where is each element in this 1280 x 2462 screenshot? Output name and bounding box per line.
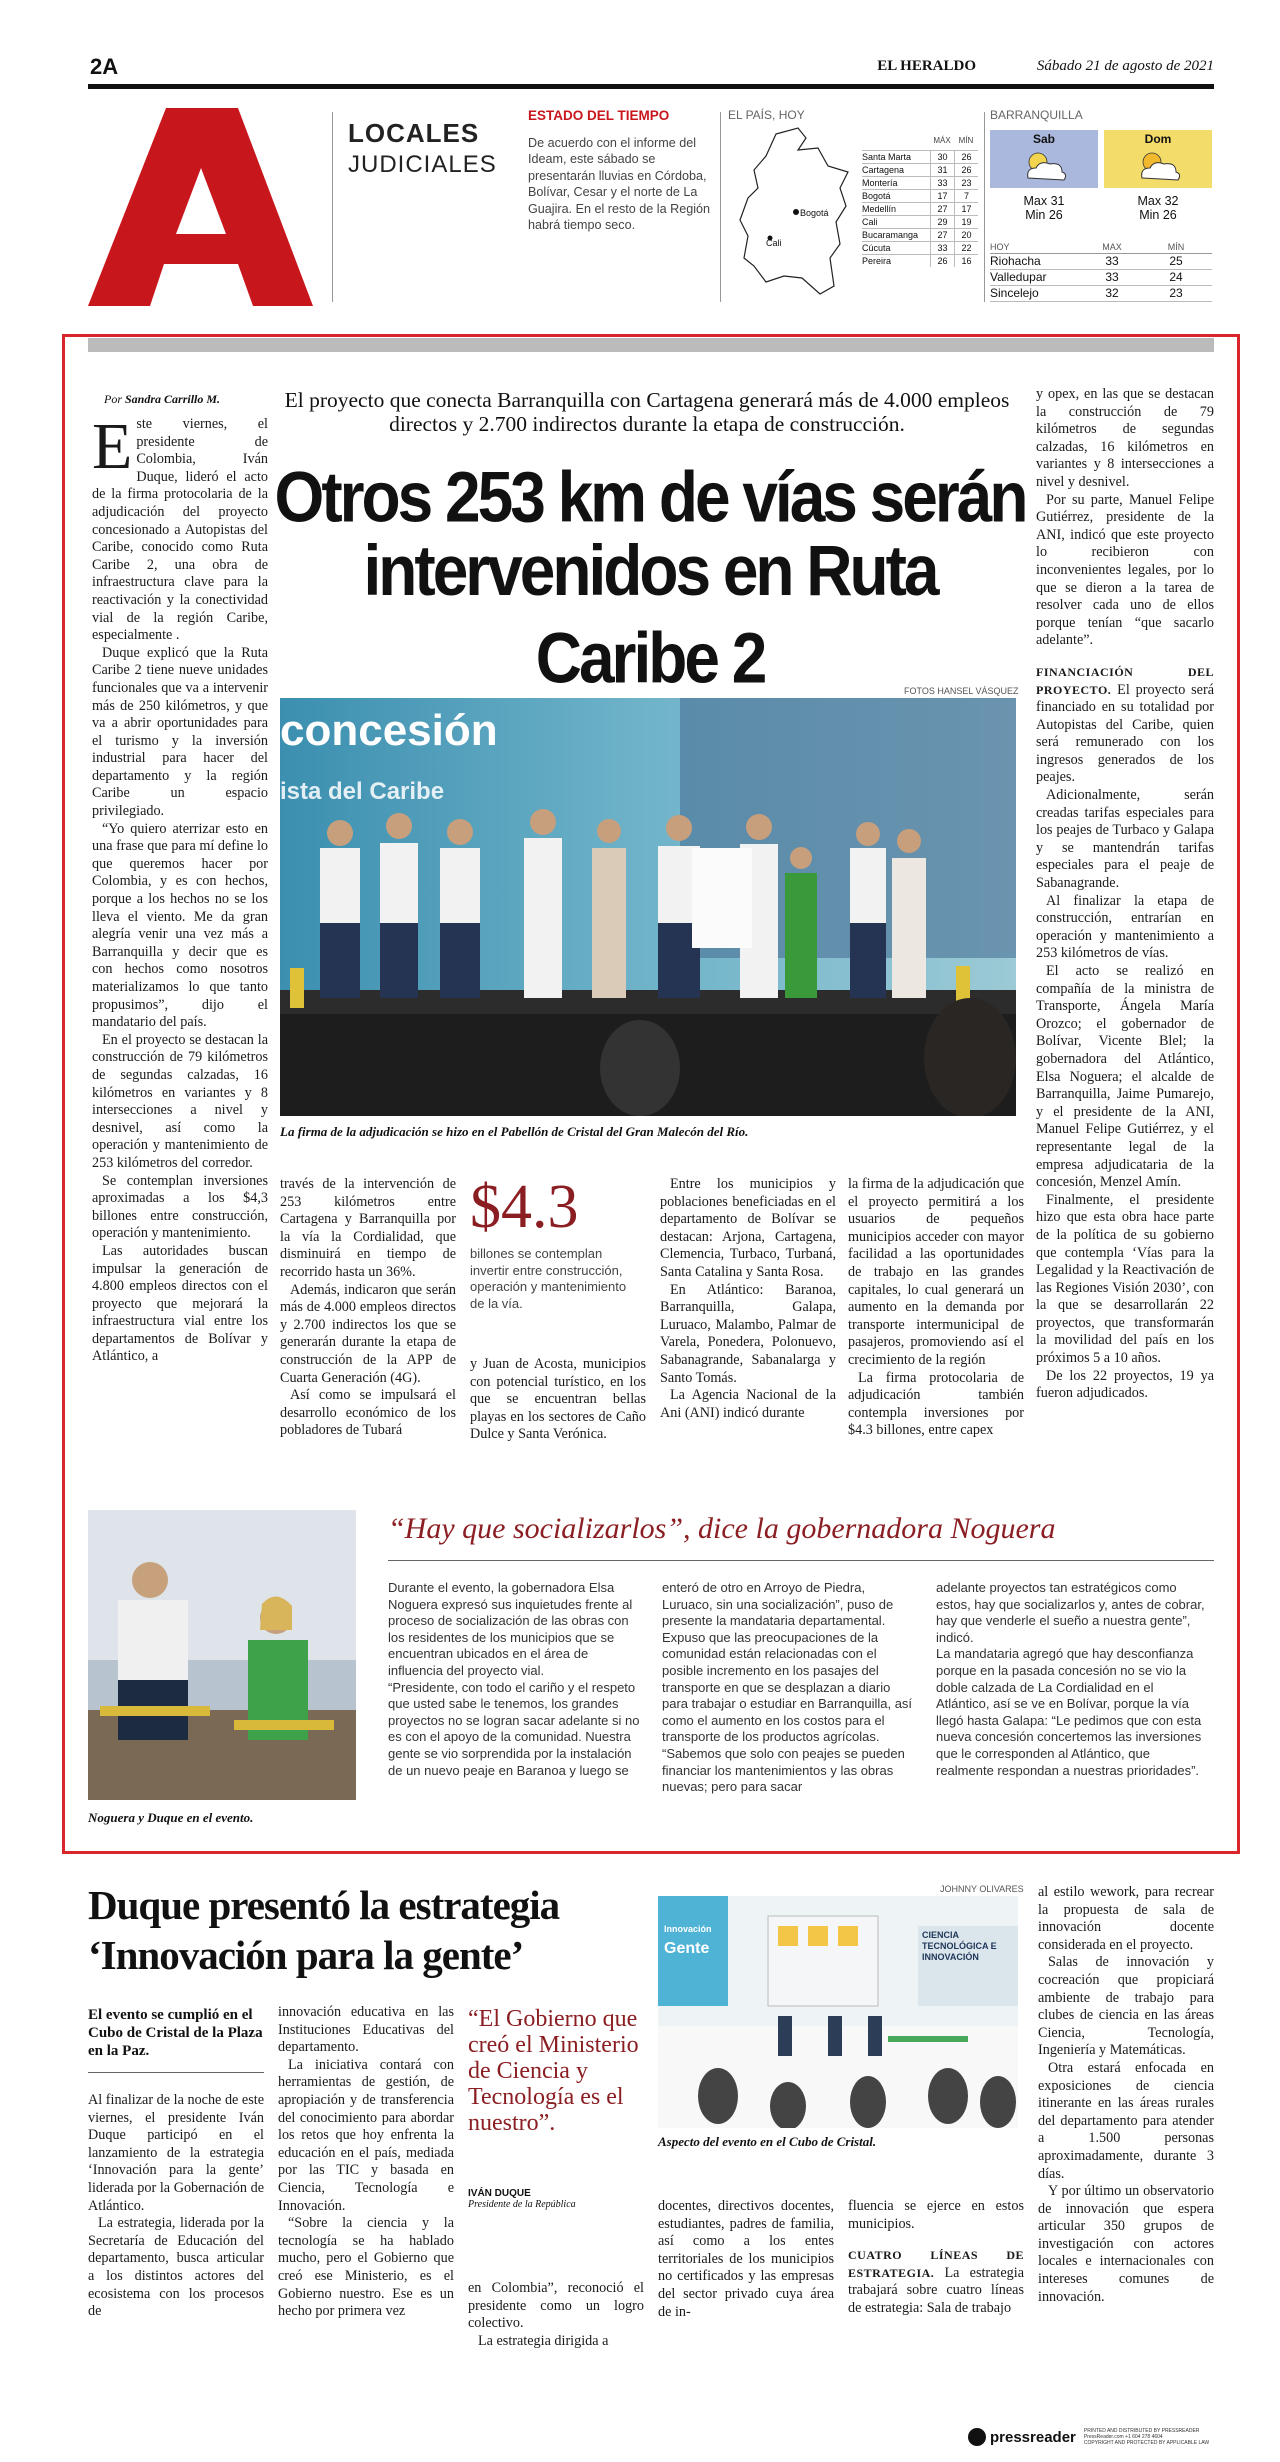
article-headline	[270, 456, 1030, 698]
weather-divider	[720, 112, 721, 302]
today-min: 24	[1169, 270, 1183, 284]
article2-headline	[88, 1880, 648, 1980]
city-max: 31	[930, 164, 954, 176]
weather-block	[528, 108, 713, 233]
today-min: 23	[1169, 286, 1183, 300]
article1-col5-p1: la firma de la adjudicación que el proyecto permitirá a los usuarios de pequeños municipios acceder con mayor facilidad a las oportunidades de trabajo en las grandes capitales, lo cual generará un aumento en la demanda por transporte intermunicipal de pasajeros, promoviendo así el crecimiento de la región	[848, 1176, 1024, 1368]
sun-cloud-icon	[1020, 148, 1070, 184]
forecast-day-dom	[1104, 130, 1212, 188]
city-name: Pereira	[862, 256, 892, 266]
city-max: 26	[930, 255, 954, 267]
today-max: 32	[1105, 286, 1119, 300]
photo-text-ciencia: CIENCIA TECNOLÓGICA E INNOVACIÓN	[922, 1930, 997, 1962]
stat-value: $4.3	[470, 1173, 579, 1241]
pull-quote: “El Gobierno que creó el Ministerio de Ciencia y Tecnología es el nuestro”.	[468, 2006, 639, 2136]
byline-prefix: Por	[104, 392, 122, 406]
article2-photo-credit: JOHNNY OLIVARES	[940, 1884, 1024, 1894]
article1-col6-p5: El acto se realizó en compañía de la ministra de Transporte, Ángela María Orozco; el gobernador de Bolívar, Vicente Blel; la gobernadora del Atlántico, Elsa Noguera; el alcalde de Barranquilla, Jaime Pumarejo, y el presidente de la ANI, Manuel Felipe Gutiérrez, y el representante legal de la empresa adjudicataria de la concesión, Menzel Amín.	[1036, 963, 1214, 1191]
city-name: Medellín	[862, 204, 897, 214]
sidebar-photo	[88, 1510, 356, 1800]
article1-col1-p2: Duque explicó que la Ruta Caribe 2 tiene nueve unidades funcionales que va a intervenir más de 250 kilómetros, y que va a abrir oportunidades para el turismo y la inversión industrial para hacer del departamento y la región Caribe un espacio privilegiado.	[92, 644, 268, 820]
city-min: 7	[954, 190, 978, 202]
today-city: Sincelejo	[990, 286, 1039, 300]
article2-col2-p1: innovación educativa en las Instituciones Educativas del departamento.	[278, 2004, 454, 2056]
headline-line1: Otros 253 km de vías serán	[274, 456, 1026, 538]
article1-col6-p1: y opex, en las que se destacan la construcción de 79 kilómetros de segundas calzadas, 16 kilómetros en variantes y 8 intersecciones a nivel y desnivel.	[1036, 386, 1214, 490]
article1-col4-p3: La Agencia Nacional de la Ani (ANI) indicó durante	[660, 1387, 836, 1421]
city-max: 33	[930, 177, 954, 189]
article2-col5-p1: fluencia se ejerce en estos municipios.	[848, 2198, 1024, 2232]
article2-col6-p2: Salas de innovación y cocreación que propiciará ambiente de trabajo para clubes de ciencia en las áreas Ciencia, Tecnología, Ingeniería y Matemáticas.	[1038, 1954, 1214, 2059]
forecast-sab-min: Min 26	[1025, 208, 1063, 222]
article1-col4-p1: Entre los municipios y poblaciones beneficiadas en el departamento de Bolívar se destacan: Arjona, Cartagena, Clemencia, Turbaco, Turbaná, Santa Catalina y Santa Rosa.	[660, 1176, 836, 1280]
article1-col1-p1: ste viernes, el presidente de Colombia, Iván Duque, lideró el acto de la firma protocolaria de la adjudicación del proyecto concesionado a Autopistas del Caribe, conocido como Ruta Caribe 2, una obra de infraestructura clave para la reactivación y la conectividad vial de la región Caribe, especialmente .	[92, 416, 268, 644]
today-max-label: MAX	[1102, 242, 1122, 252]
today-min: 25	[1169, 254, 1183, 268]
city-name: Bucaramanga	[862, 230, 919, 240]
city-row	[862, 241, 978, 254]
city-name: Santa Marta	[862, 152, 912, 162]
article2-col1-p2: La estrategia, liderada por la Secretaría de Educación del departamento, busca articular a los distintos actores del ecosistema con los procesos de	[88, 2215, 264, 2320]
barranquilla-divider	[984, 112, 985, 302]
sidebar-headline: “Hay que socializarlos”, dice la gobernadora Noguera	[388, 1512, 1056, 1545]
photo-screen-text2: ista del Caribe	[280, 778, 445, 805]
main-photo	[280, 698, 1016, 1116]
city-row	[862, 176, 978, 189]
article1-col3	[470, 1356, 646, 1444]
city-name: Montería	[862, 178, 898, 188]
city-min: 17	[954, 203, 978, 215]
article2-col5-p2: La estrategia trabajará sobre cuatro líneas de estrategia: Sala de trabajo	[848, 2264, 1024, 2316]
article1-subhead: FINANCIACIÓN DEL PROYECTO.	[1036, 664, 1214, 697]
page-header	[88, 52, 1214, 80]
forecast-day-dom-name: Dom	[1144, 132, 1172, 146]
city-row	[862, 163, 978, 176]
article1-col1-p5: Se contemplan inversiones aproximadas a los $4,3 billones entre construcción, operación y mantenimiento.	[92, 1172, 268, 1242]
article2-col1	[88, 2092, 264, 2321]
article1-col1-p6: Las autoridades buscan impulsar la generación de 4.800 empleos directos con el proyecto que mejorará la infraestructura vial entre los departamentos de Bolívar y Atlántico, a	[92, 1242, 268, 1365]
sun-cloud-icon	[1134, 148, 1184, 184]
forecast-sab-max: Max 31	[1023, 194, 1065, 208]
article1-col1-p4: En el proyecto se destacan la construcción de 79 kilómetros de segundas calzadas, 16 kilómetros en variantes y 8 intersecciones a nivel y desnivel, así como la operación y mantenimiento de 253 kilómetros del corredor.	[92, 1031, 268, 1171]
stat-box	[470, 1174, 644, 1312]
city-rows	[862, 150, 978, 267]
section-title-line1: LOCALES	[348, 118, 480, 148]
article2-col6	[1038, 1884, 1214, 2306]
city-row	[862, 215, 978, 228]
sidebar-col3: adelante proyectos tan estratégicos como estos, hay que socializarlos y, antes de cobrar, hay que venderle el sueño a nuestra gente”, indicó. La mandataria agregó que hay desconfianza porque en la pasada concesión no se vio la doble calzada de La Cordialidad en el Atlántico, así se ve en Bolívar, porque la vía llegó hasta Galapa: “Le pedimos que con esta nueva concesión concertemos las inversiones que le corresponden al Atlántico, que realmente respondan a nuestras prioridades”.	[936, 1580, 1205, 1778]
main-photo-caption: La firma de la adjudicación se hizo en el Pabellón de Cristal del Gran Malecón del Río.	[280, 1124, 749, 1139]
forecast-sab-temps	[990, 194, 1098, 222]
sidebar-rule	[388, 1560, 1214, 1561]
photo-credit: FOTOS HANSEL VÁSQUEZ	[904, 686, 1019, 696]
city-min: 19	[954, 216, 978, 228]
article2-col5	[848, 2198, 1024, 2318]
article2-col4	[658, 2198, 834, 2321]
city-max: 27	[930, 203, 954, 215]
city-row	[862, 150, 978, 163]
city-max: 27	[930, 229, 954, 241]
weather-text: De acuerdo con el informe del Ideam, este sábado se presentarán lluvias en Córdoba, Bolívar, Cesar y el norte de La Guajira. En el resto de la Región habrá tiempo seco.	[528, 136, 711, 233]
map-label-bogota: Bogotá	[800, 208, 829, 218]
article2-col6-p3: Otra estará enfocada en exposiciones de ciencia itinerante en las áreas rurales del departamento para atender a 1.500 personas aproximadamente, durante 3 días.	[1038, 2059, 1214, 2182]
city-col-min: MÍN	[958, 136, 974, 145]
governor-photo-icon	[88, 1510, 356, 1800]
section-a-logo-icon	[88, 108, 313, 306]
city-row	[862, 202, 978, 215]
city-col-max: MÁX	[933, 136, 951, 145]
article2-col2	[278, 2004, 454, 2321]
city-max: 33	[930, 242, 954, 254]
pressreader-footer	[968, 2424, 1218, 2450]
article2-col3-p2: La estrategia dirigida a	[478, 2332, 609, 2349]
today-rows	[990, 254, 1212, 302]
headline-line2: intervenidos en Ruta Caribe 2	[363, 530, 937, 698]
today-table	[990, 242, 1212, 302]
article1-col6-p4: Al finalizar la etapa de construcción, entrarían en operación y mantenimiento a 253 kilómetros de vías.	[1036, 892, 1214, 962]
today-row	[990, 286, 1212, 302]
pressreader-small1: PRINTED AND DISTRIBUTED BY PRESSREADER	[1083, 2428, 1200, 2434]
article1-col6-p3: Adicionalmente, serán creadas tarifas especiales para los peajes de Turbaco y Galapa y se mantendrán tarifas especiales para el peaje de Sabanagrande.	[1036, 787, 1214, 892]
article1-col2	[280, 1176, 456, 1440]
pressreader-small2: PressReader.com +1 604 278 4604	[1083, 2434, 1163, 2440]
weather-heading: ESTADO DEL TIEMPO	[528, 108, 670, 123]
section-logo	[88, 108, 313, 306]
photo-text-gente: Gente	[664, 1940, 710, 1957]
article2-deck: El evento se cumplió en el Cubo de Cristal de la Plaza en la Paz.	[88, 2007, 263, 2059]
forecast-day-sab	[990, 130, 1098, 188]
today-row	[990, 270, 1212, 286]
quote-role: Presidente de la República	[468, 2199, 576, 2210]
city-name: Cartagena	[862, 165, 905, 175]
barranquilla-heading: BARRANQUILLA	[990, 108, 1083, 122]
today-row	[990, 254, 1212, 270]
article1-col1-p3: “Yo quiero aterrizar esto en una frase que para mí define lo que queremos hacer por Colombia, y es con hechos, porque a los hechos no se los lleva el viento. Me da gran alegría venir una vez más a Barranquilla y decir que es con hechos como nosotros materializamos lo que tanto propusimos”, dijo el mandatario del país.	[92, 820, 268, 1031]
city-row	[862, 254, 978, 267]
colombia-map-icon	[736, 126, 856, 296]
article1-col6-p2: Por su parte, Manuel Felipe Gutiérrez, presidente de la ANI, indicó que este proyecto lo recibieron con inconvenientes legales, por lo que se dieron a la tarea de resolver cada uno de ellos porque tenían “que sacarlo adelante”.	[1036, 491, 1214, 649]
article2-col4-p1: docentes, directivos docentes, estudiantes, padres de familia, así como a los entes territoriales de los municipios no certificados y las empresas del sector privado cuya área de in-	[658, 2198, 834, 2320]
city-name: Cúcuta	[862, 243, 891, 253]
ceremony-photo-icon	[280, 698, 1016, 1116]
sidebar-caption: Noguera y Duque en el evento.	[88, 1810, 254, 1825]
pressreader-logo-icon	[968, 2428, 986, 2446]
article-kicker: El proyecto que conecta Barranquilla con Cartagena generará más de 4.000 empleos directos y 2.700 indirectos durante la etapa de construcción.	[284, 388, 1010, 436]
article1-col5	[848, 1176, 1024, 1440]
article2-col2-p2: La iniciativa contará con herramientas de gestión, de apropiación y de transferencia del conocimiento para abordar los retos que hoy enfrenta la educación en el país, mediada por las TIC y basada en Ciencia, Tecnología e Innovación.	[278, 2056, 454, 2214]
pull-quote-author	[468, 2188, 642, 2210]
country-heading: EL PAÍS, HOY	[728, 108, 805, 122]
today-max: 33	[1105, 254, 1119, 268]
forecast-dom-min: Min 26	[1139, 208, 1177, 222]
city-min: 26	[954, 151, 978, 163]
article2-col6-p1: al estilo wework, para recrear la propuesta de sala de innovación docente considerada en el proyecto.	[1038, 1884, 1214, 1953]
section-title-line2: JUDICIALES	[348, 151, 497, 178]
quote-author: IVÁN DUQUE	[468, 2188, 531, 2199]
page-number: 2A	[90, 54, 119, 79]
sidebar-col2: enteró de otro en Arroyo de Piedra, Luruaco, sin una socialización”, puso de presente la mandataria departamental. Expuso que las preocupaciones de la comunidad están relacionadas con el posible incremento en los pasajes del transporte en que se desplazan a diario para trabajar o estudiar en Barranquilla, así como el aumento en los costos para el transporte de los productos agrícolas. “Sabemos que solo con peajes se pueden financiar los mantenimientos y las obras nuevas; pero para sacar	[662, 1580, 913, 1795]
sidebar-col1: Durante el evento, la gobernadora Elsa Noguera expresó sus inquietudes frente al proceso de socialización de las obras con los residentes de los municipios que se encuentran ubicados en el área de influencia del proyecto vial. “Presidente, con todo el cariño y el respeto que usted sabe le tenemos, los grandes proyectos no se logran sacar adelante si no es con el apoyo de la comunidad. Nuestra gente se vio sorprendida por la instalación de un nuevo peaje en Baranoa y luego se	[388, 1580, 640, 1778]
forecast-dom-max: Max 32	[1137, 194, 1179, 208]
byline	[104, 392, 220, 407]
article1-col4-p2: En Atlántico: Baranoa, Barranquilla, Galapa, Luruaco, Malambo, Palmar de Varela, Ponedera, Polonuevo, Sabanagrande, Sabanalarga y Santo Tomás.	[660, 1281, 836, 1386]
header-rule	[88, 84, 1214, 89]
article1-col6	[1036, 386, 1214, 1403]
city-name: Bogotá	[862, 191, 891, 201]
forecast-day-sab-name: Sab	[1032, 132, 1055, 146]
article1-col2-p2: Además, indicaron que serán más de 4.000 empleos directos y 2.700 indirectos los que se generarán durante la etapa de construcción de la APP de Cuarta Generación (4G).	[280, 1281, 456, 1386]
article2-deck-rule	[88, 2072, 264, 2073]
city-min: 20	[954, 229, 978, 241]
photo-text-innovacion: Innovación	[664, 1924, 712, 1934]
pressreader-small3: COPYRIGHT AND PROTECTED BY APPLICABLE LAW	[1083, 2440, 1210, 2446]
article2-col6-p4: Y por último un observatorio de innovación que espera articular 350 grupos de investigación con actores locales e internacionales con intereses comunes de innovación.	[1038, 2183, 1214, 2305]
article1-col6-p6: Finalmente, el presidente hizo que esta obra hace parte de la política de su gobierno que contempla ‘Vías para la Legalidad y la Reactivación de las Regiones Visión 2030’, con la que se desarrollarán 22 proyectos, que transformarán la movilidad del país en los próximos 5 a 10 años.	[1036, 1191, 1214, 1367]
article1-col6-lead: El proyecto será financiado en su totalidad por Autopistas del Caribe, quien será remunerado con los ingresos generados de los peajes.	[1036, 681, 1214, 786]
article1-col3-p1: y Juan de Acosta, municipios con potencial turístico, en los que se encuentran bellas playas en los sectores de Caño Dulce y Santa Verónica.	[470, 1356, 646, 1443]
section-title	[348, 118, 518, 179]
article2-photo	[658, 1896, 1018, 2128]
article2-headline-line2: ‘Innovación para la gente’	[88, 1932, 524, 1978]
article2-col3-p1: en Colombia”, reconoció el presidente como un logro colectivo.	[468, 2280, 644, 2332]
section-divider	[332, 112, 333, 302]
article2-subhead: CUATRO LÍNEAS DE ESTRATEGIA.	[848, 2248, 1024, 2280]
city-row	[862, 228, 978, 241]
city-max: 30	[930, 151, 954, 163]
header-date: Sábado 21 de agosto de 2021	[1036, 58, 1214, 74]
pressreader-brand: pressreader	[990, 2428, 1076, 2446]
article2-photo-caption: Aspecto del evento en el Cubo de Cristal.	[658, 2134, 877, 2149]
city-max: 17	[930, 190, 954, 202]
map-label-cali: Cali	[766, 238, 782, 248]
article1-col2-p3: Así como se impulsará el desarrollo económico de los pobladores de Tubará	[280, 1387, 456, 1439]
city-min: 23	[954, 177, 978, 189]
article2-col3	[468, 2280, 644, 2350]
newspaper-name: EL HERALDO	[877, 58, 976, 74]
country-weather	[728, 108, 978, 302]
city-min: 22	[954, 242, 978, 254]
city-min: 16	[954, 255, 978, 267]
article1-col6-p7: De los 22 proyectos, 19 ya fueron adjudicados.	[1036, 1367, 1214, 1402]
article1-col4	[660, 1176, 836, 1422]
city-table	[862, 136, 978, 267]
photo-screen-text1: concesión	[280, 706, 498, 755]
article2-headline-line1: Duque presentó la estrategia	[88, 1882, 560, 1928]
forecast-dom-temps	[1104, 194, 1212, 222]
article2-col1-p1: Al finalizar de la noche de este viernes, el presidente Iván Duque participó en el lanzamiento de la estrategia ‘Innovación para la gente’ liderada por la Gobernación de Atlántico.	[88, 2092, 264, 2214]
city-row	[862, 189, 978, 202]
article2-col2-p3: “Sobre la ciencia y la tecnología se ha hablado mucho, pero el Gobierno que creó ese Ministerio, es el Gobierno nuestro. Ese es un hecho por primera vez	[278, 2215, 454, 2320]
today-min-label: MÍN	[1167, 242, 1185, 252]
city-min: 26	[954, 164, 978, 176]
city-name: Cali	[862, 217, 878, 227]
article1-col5-p2: La firma protocolaria de adjudicación también contempla inversiones por $4.3 billones, entre capex	[848, 1369, 1024, 1439]
barranquilla-weather	[990, 108, 1214, 302]
city-max: 29	[930, 216, 954, 228]
today-label: HOY	[990, 242, 1010, 252]
today-city: Valledupar	[990, 270, 1047, 284]
stat-text: billones se contemplan invertir entre construcción, operación y mantenimiento de la vía.	[470, 1246, 627, 1311]
today-city: Riohacha	[990, 254, 1041, 268]
article1-col1	[92, 410, 268, 1366]
today-max: 33	[1105, 270, 1119, 284]
article1-col2-p1: través de la intervención de 253 kilómetros entre Cartagena y Barranquilla por la vía la Cordialidad, que disminuirá en tiempo de recorrido hasta un 36%.	[280, 1176, 456, 1280]
dropcap: E	[92, 410, 133, 483]
byline-author: Sandra Carrillo M.	[125, 392, 221, 406]
